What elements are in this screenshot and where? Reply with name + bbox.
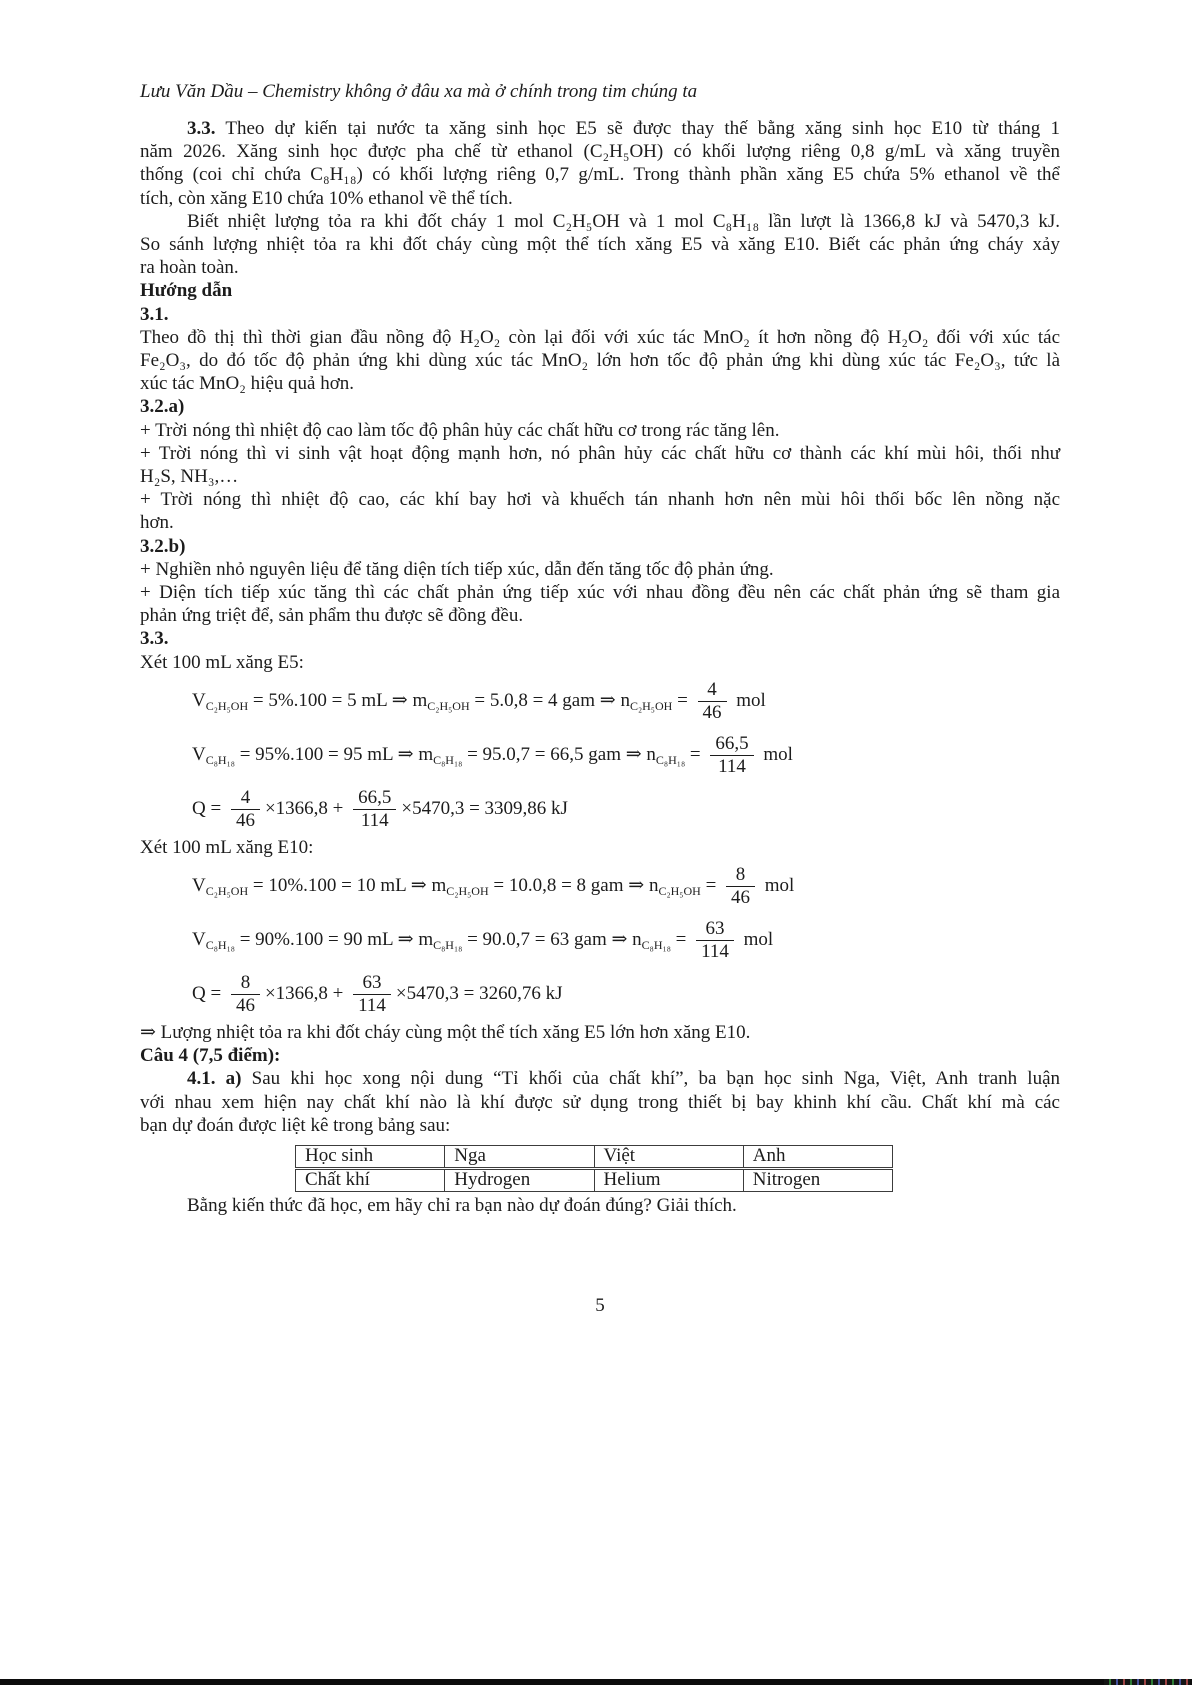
fraction — [353, 972, 391, 1017]
s32a-line-5: hơn. — [140, 512, 174, 534]
q33-line-2: năm 2026. Xăng sinh học được pha chế từ ethanol (C₂H₅OH) có khối lượng riêng 0,8 g/mL và xăng truyền — [140, 141, 1060, 163]
q33-line-6: So sánh lượng nhiệt tỏa ra khi đốt cháy cùng một thể tích xăng E5 và xăng E10. Biết các phản ứng cháy xảy — [140, 234, 1060, 256]
formula-text: V — [192, 743, 206, 765]
page-body — [140, 117, 1060, 1217]
formula-e5-ethanol — [140, 674, 1060, 728]
fraction — [231, 787, 260, 832]
fraction — [726, 864, 755, 909]
fraction-numerator: 66,5 — [353, 787, 396, 810]
table-cell: Việt — [594, 1146, 743, 1169]
chem-subscript: C₈H₁₈ — [205, 752, 235, 767]
s31-line-1: Theo đồ thị thì thời gian đầu nồng độ H₂O₂ còn lại đối với xúc tác MnO₂ ít hơn nồng độ H₂O₂ đối với xúc tác — [140, 326, 1060, 348]
formula-e10-octane — [140, 913, 1060, 967]
chem-subscript: C₂H₅OH — [446, 884, 489, 899]
q33-line-5: Biết nhiệt lượng tỏa ra khi đốt cháy 1 mol C₂H₅OH và 1 mol C₈H₁₈ lần lượt là 1366,8 kJ và 5470,3 kJ. — [187, 210, 1060, 232]
q33-label: 3.3. — [187, 118, 216, 139]
s32a-line-3: H₂S, NH₃,… — [140, 466, 239, 488]
q41-label: 4.1. a) — [187, 1068, 242, 1090]
s33-conclusion: ⇒ Lượng nhiệt tỏa ra khi đốt cháy cùng một thể tích xăng E5 lớn hơn xăng E10. — [140, 1022, 751, 1044]
chem-subscript: C₈H₁₈ — [641, 938, 671, 953]
formula-e5-heat — [140, 782, 1060, 836]
q33-line-4: tích, còn xăng E10 chứa 10% ethanol về thể tích. — [140, 187, 513, 209]
solution-heading: Hướng dẫn — [140, 280, 233, 302]
formula-e5-octane — [140, 728, 1060, 782]
table-cell: Nga — [445, 1146, 594, 1169]
formula-text: = 5.0,8 = 4 gam ⇒ n — [469, 689, 630, 711]
page-number: 5 — [595, 1295, 605, 1316]
fraction-denominator: 46 — [731, 887, 751, 909]
chem-subscript: C₂H₅OH — [427, 698, 470, 713]
formula-text: = — [700, 875, 722, 897]
q33-line-3: thống (coi chỉ chứa C₈H₁₈) có khối lượng riêng 0,7 g/mL. Trong thành phần xăng E5 chứa 5% ethanol về thể — [140, 164, 1060, 186]
fraction — [353, 787, 396, 832]
chem-subscript: C₂H₅OH — [629, 698, 673, 713]
table-row-students — [296, 1146, 893, 1169]
fraction-numerator: 8 — [726, 864, 755, 887]
fraction-denominator: 114 — [358, 995, 386, 1017]
fraction-numerator: 8 — [231, 972, 260, 995]
scanline-artifact — [1104, 1679, 1190, 1685]
formula-text: mol — [758, 743, 793, 765]
formula-text: ×1366,8 + — [264, 983, 349, 1005]
s32b-line-2: + Diện tích tiếp xúc tăng thì các chất phản ứng tiếp xúc với nhau đồng đều nên các chất phản ứng sẽ tham gia — [140, 582, 1060, 604]
table-cell: Helium — [594, 1169, 743, 1192]
formula-text: = 90%.100 = 90 mL ⇒ m — [234, 929, 434, 951]
formula-text: ×5470,3 = 3309,86 kJ — [401, 797, 568, 819]
formula-text: = 95%.100 = 95 mL ⇒ m — [234, 743, 434, 765]
q4-heading: Câu 4 (7,5 điểm): — [140, 1045, 281, 1067]
q41-line-1-text: Sau khi học xong nội dung “Tỉ khối của chất khí”, ba bạn học sinh Nga, Việt, Anh tranh luận — [241, 1068, 1061, 1090]
formula-text: mol — [738, 929, 774, 951]
fraction-numerator: 66,5 — [710, 733, 753, 756]
table-row-gases — [296, 1169, 893, 1192]
formula-text: ×5470,3 = 3260,76 kJ — [395, 983, 563, 1005]
s32a-label: 3.2.a) — [140, 396, 185, 418]
q33-line-1-text: Theo dự kiến tại nước ta xăng sinh học E5 sẽ được thay thế bằng xăng sinh học E10 từ tháng 1 — [215, 118, 1060, 139]
s31-label: 3.1. — [140, 303, 169, 325]
formula-text: V — [192, 929, 206, 951]
fraction-numerator: 63 — [353, 972, 391, 995]
s33-label: 3.3. — [140, 628, 169, 650]
s33-e5-intro: Xét 100 mL xăng E5: — [140, 651, 304, 673]
q33-line-7: ra hoàn toàn. — [140, 257, 239, 279]
s31-line-3: xúc tác MnO₂ hiệu quả hơn. — [140, 373, 355, 395]
q41-line-1 — [140, 1067, 1060, 1090]
formula-text: = 10%.100 = 10 mL ⇒ m — [248, 875, 447, 897]
s32b-label: 3.2.b) — [140, 535, 186, 557]
fraction — [696, 918, 734, 963]
fraction-denominator: 114 — [718, 756, 746, 778]
q41-line-3: bạn dự đoán được liệt kê trong bảng sau: — [140, 1114, 451, 1136]
formula-e10-heat — [140, 967, 1060, 1021]
chem-subscript: C₂H₅OH — [205, 698, 249, 713]
q33-line-1 — [140, 117, 1060, 140]
q41-closing-line: Bằng kiến thức đã học, em hãy chỉ ra bạn nào dự đoán đúng? Giải thích. — [187, 1195, 737, 1217]
s31-line-2: Fe₂O₃, do đó tốc độ phản ứng khi dùng xúc tác MnO₂ lớn hơn tốc độ phản ứng khi dùng xúc tác Fe₂O₃, tức là — [140, 350, 1060, 372]
formula-text: = 5%.100 = 5 mL ⇒ m — [248, 689, 428, 711]
fraction-denominator: 46 — [702, 702, 722, 724]
s32a-line-1: + Trời nóng thì nhiệt độ cao làm tốc độ phân hủy các chất hữu cơ trong rác tăng lên. — [140, 419, 780, 441]
fraction — [698, 679, 727, 724]
formula-text: = 95.0,7 = 66,5 gam ⇒ n — [462, 743, 656, 765]
formula-text: = — [685, 743, 706, 765]
s32b-line-3: phản ứng triệt để, sản phẩm thu được sẽ đồng đều. — [140, 605, 524, 627]
table-cell: Học sinh — [296, 1146, 445, 1169]
fraction-numerator: 4 — [698, 679, 727, 702]
formula-text: mol — [731, 689, 766, 711]
formula-text: Q = — [192, 983, 226, 1005]
q41-line-2: với nhau xem hiện nay chất khí nào là khí được sử dụng trong thiết bị bay khinh khí cầu. Chất khí mà các — [140, 1091, 1060, 1113]
formula-text: ×1366,8 + — [264, 797, 349, 819]
fraction-denominator: 114 — [360, 810, 389, 832]
table-cell: Hydrogen — [445, 1169, 594, 1192]
fraction-denominator: 114 — [701, 941, 729, 963]
fraction — [231, 972, 260, 1017]
fraction-denominator: 46 — [235, 810, 255, 832]
formula-text: V — [192, 689, 206, 711]
fraction-denominator: 46 — [235, 995, 255, 1017]
scan-footer-bar — [0, 1679, 1192, 1685]
formula-text: = — [672, 689, 693, 711]
chem-subscript: C₈H₁₈ — [433, 752, 463, 767]
table-cell: Chất khí — [296, 1169, 445, 1192]
formula-e10-ethanol — [140, 859, 1060, 913]
chem-subscript: C₂H₅OH — [658, 884, 701, 899]
fraction-numerator: 63 — [696, 918, 734, 941]
gas-prediction-table — [295, 1145, 893, 1192]
formula-text: = — [670, 929, 692, 951]
s33-e10-intro: Xét 100 mL xăng E10: — [140, 836, 314, 858]
formula-text: V — [192, 875, 206, 897]
chem-subscript: C₂H₅OH — [205, 884, 249, 899]
formula-text: mol — [760, 875, 795, 897]
s32a-line-4: + Trời nóng thì nhiệt độ cao, các khí bay hơi và khuếch tán nhanh hơn nên mùi hôi thối bốc lên nồng nặc — [140, 489, 1060, 511]
s32b-line-1: + Nghiền nhỏ nguyên liệu để tăng diện tích tiếp xúc, dẫn đến tăng tốc độ phản ứng. — [140, 558, 774, 580]
chem-subscript: C₈H₁₈ — [205, 938, 235, 953]
formula-text: Q = — [192, 797, 226, 819]
page-header: Lưu Văn Dầu – Chemistry không ở đâu xa mà ở chính trong tim chúng ta — [140, 81, 698, 102]
s32a-line-2: + Trời nóng thì vi sinh vật hoạt động mạnh hơn, nó phân hủy các chất hữu cơ thành các khí mùi hôi, thối như — [140, 442, 1060, 464]
fraction — [710, 733, 753, 778]
chem-subscript: C₈H₁₈ — [655, 752, 686, 767]
fraction-numerator: 4 — [231, 787, 260, 810]
formula-text: = 90.0,7 = 63 gam ⇒ n — [462, 929, 642, 951]
table-cell: Nitrogen — [743, 1169, 892, 1192]
table-cell: Anh — [743, 1146, 892, 1169]
chem-subscript: C₈H₁₈ — [433, 938, 463, 953]
formula-text: = 10.0,8 = 8 gam ⇒ n — [488, 875, 659, 897]
